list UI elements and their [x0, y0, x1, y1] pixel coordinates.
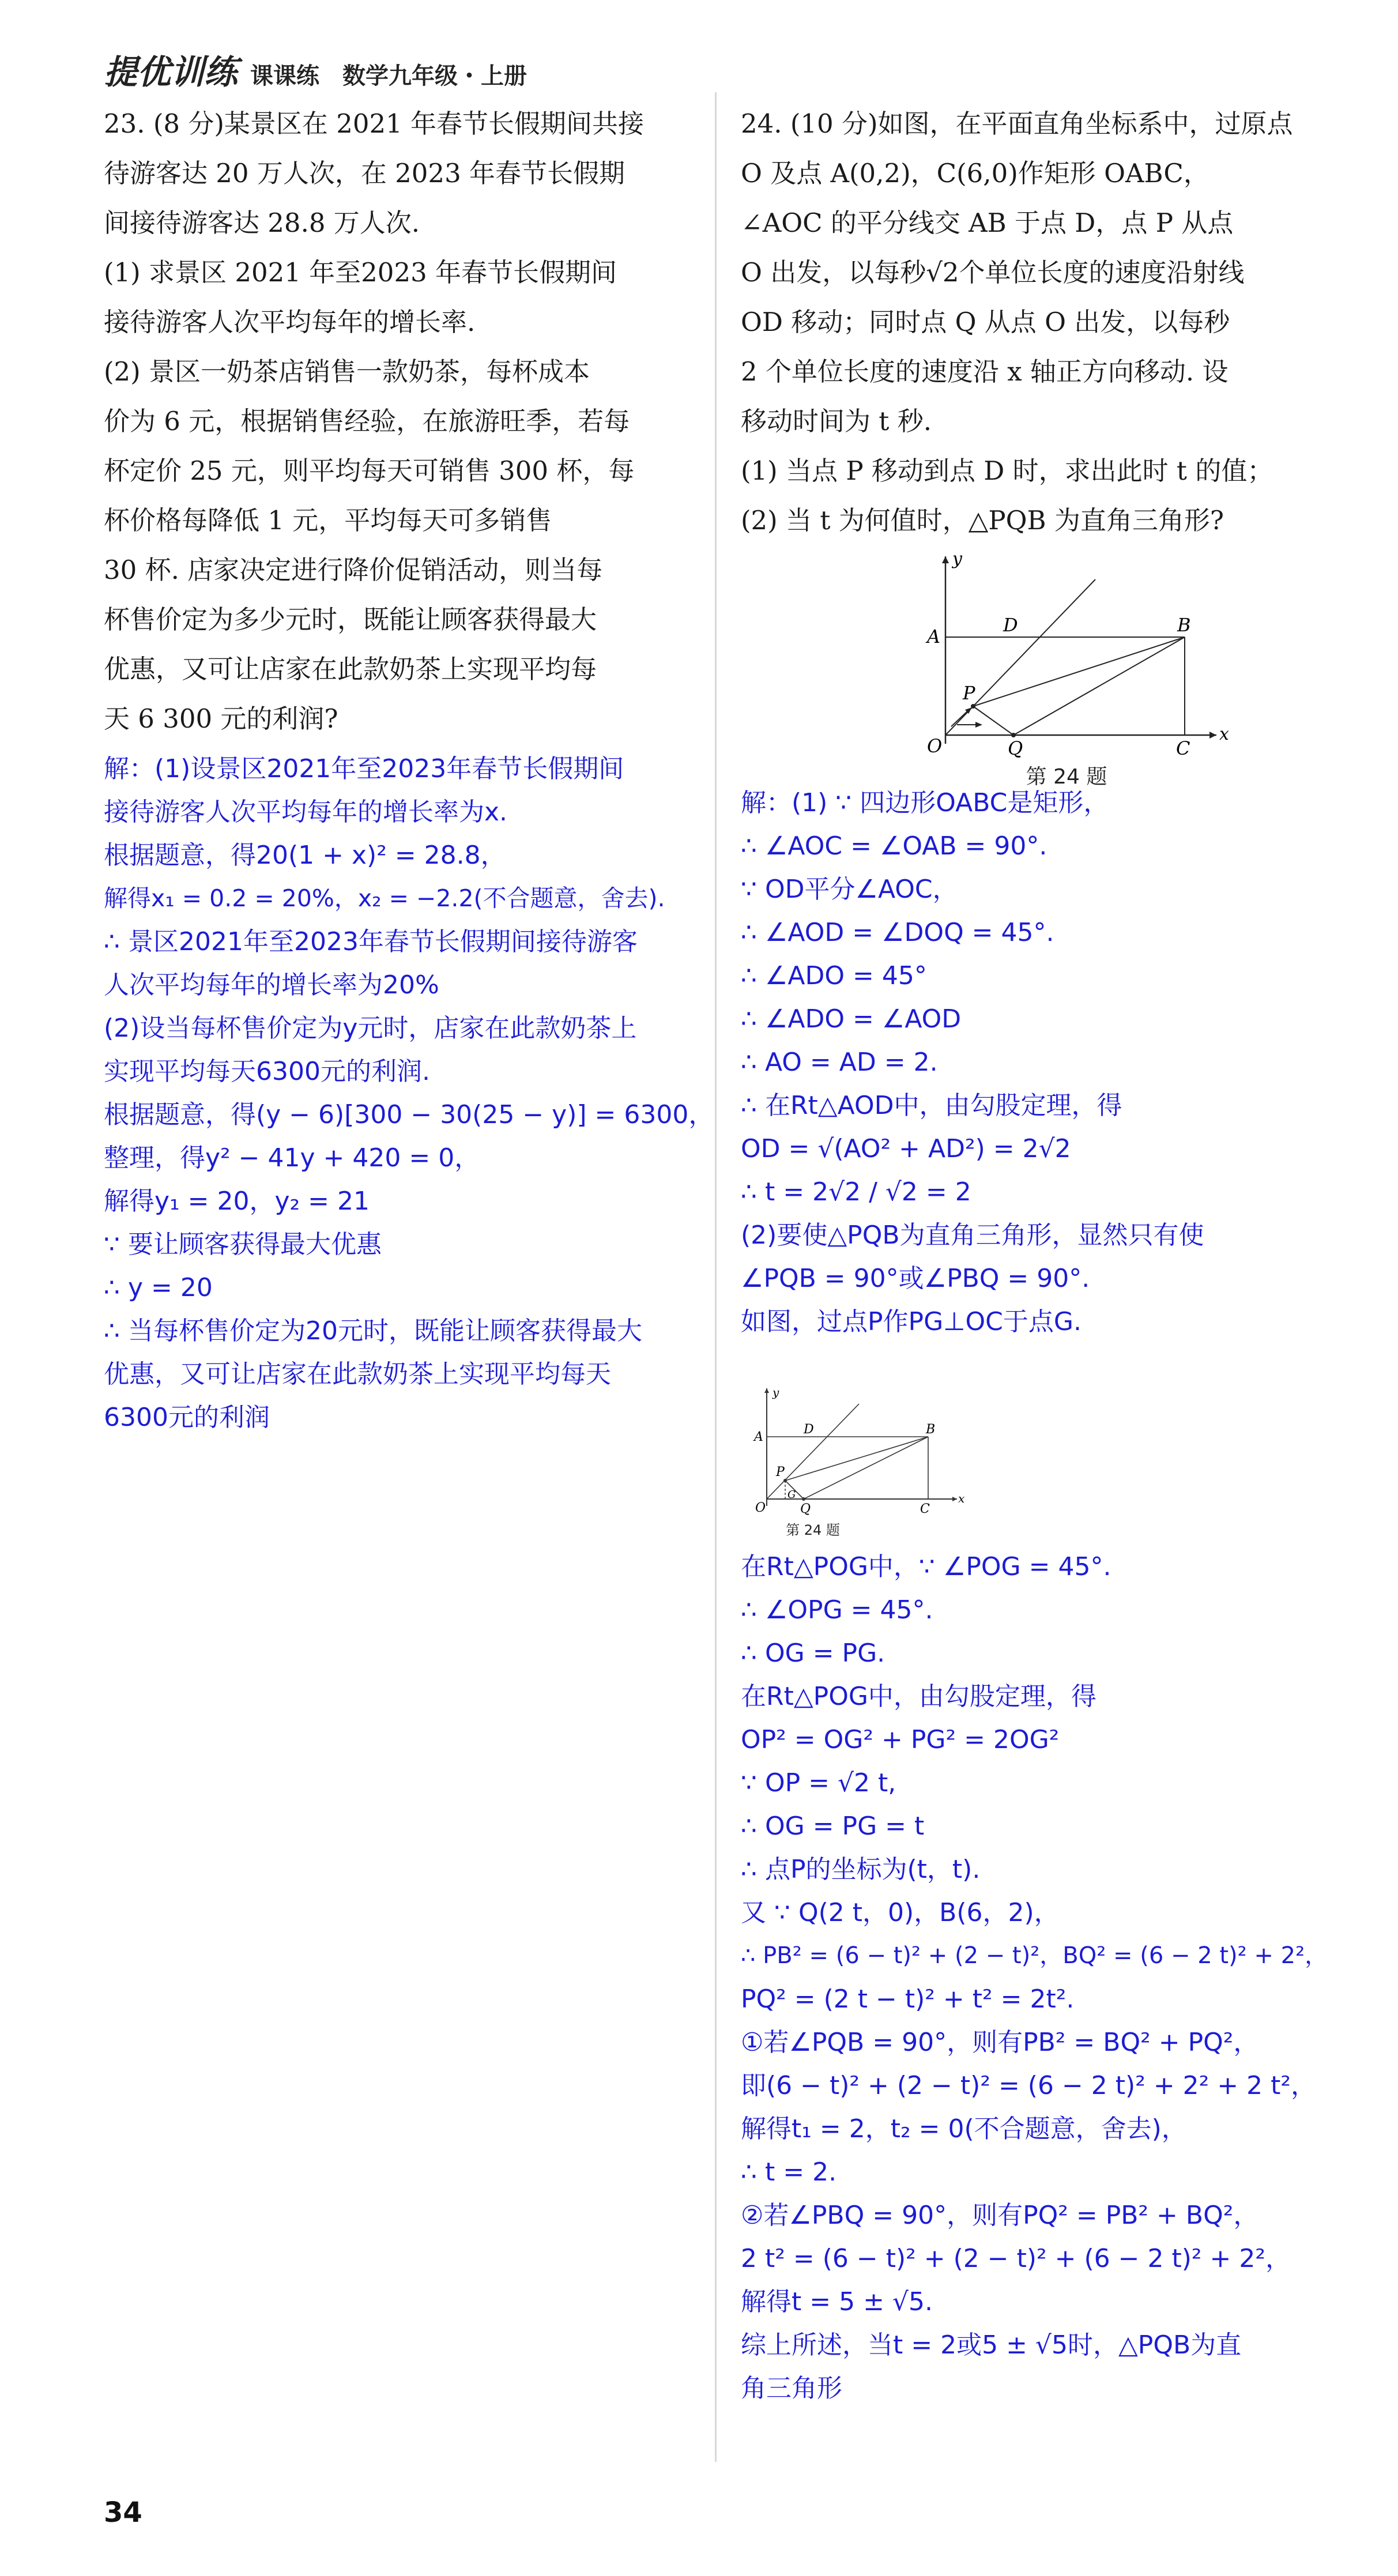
label-x: x [1219, 724, 1229, 744]
question-line: O 出发，以每秒√2个单位长度的速度沿射线 [741, 257, 1245, 288]
question-line: 天 6 300 元的利润? [104, 703, 338, 734]
answer-line: ∴ ∠AOC = ∠OAB = 90°. [741, 831, 1047, 861]
answer-line: 解：(1)设景区2021年至2023年春节长假期间 [104, 754, 624, 784]
column-divider [715, 92, 717, 2462]
question-24-text [741, 99, 1381, 545]
label-O: O [755, 1501, 766, 1515]
answer-24-part1 [741, 781, 1381, 1343]
label-G: G [787, 1489, 796, 1501]
answer-line: 如图，过点P作PG⊥OC于点G. [741, 1307, 1082, 1336]
figure-caption: 第 24 题 [1026, 765, 1107, 789]
label-B: B [926, 1422, 936, 1437]
answer-line: ∴ 点P的坐标为(t，t). [741, 1855, 981, 1884]
label-Q: Q [800, 1502, 811, 1516]
question-line: 杯价格每降低 1 元，平均每天可多销售 [104, 505, 552, 536]
question-line: 2 个单位长度的速度沿 x 轴正方向移动. 设 [741, 356, 1229, 387]
question-line: 接待游客人次平均每年的增长率. [104, 307, 476, 337]
question-line: 待游客达 20 万人次，在 2023 年春节长假期 [104, 158, 625, 189]
answer-line: 实现平均每天6300元的利润. [104, 1057, 430, 1086]
answer-line: 解得x₁ = 0.2 = 20%，x₂ = −2.2(不合题意，舍去). [104, 884, 665, 912]
label-y: y [773, 1385, 779, 1399]
answer-line: 又 ∵ Q(2 t，0)，B(6，2)， [741, 1898, 1060, 1927]
coordinate-figure [905, 551, 1228, 758]
brand-logo: 提优训练 [104, 52, 238, 92]
answer-24-part2 [741, 1545, 1386, 2410]
answer-line: OP² = OG² + PG² = 2OG² [741, 1725, 1060, 1754]
answer-line: ∴ t = 2. [741, 2157, 837, 2187]
answer-line: 解得y₁ = 20，y₂ = 21 [104, 1187, 370, 1216]
question-line: 24. (10 分)如图，在平面直角坐标系中，过原点 [741, 108, 1293, 139]
answer-line: ②若∠PBQ = 90°，则有PQ² = PB² + BQ²， [741, 2201, 1259, 2230]
label-D: D [804, 1422, 814, 1437]
question-line: OD 移动；同时点 Q 从点 O 出发，以每秒 [741, 307, 1230, 337]
answer-line: 整理，得y² − 41y + 420 = 0， [104, 1143, 480, 1173]
question-line: ∠AOC 的平分线交 AB 于点 D，点 P 从点 [741, 208, 1234, 238]
answer-line: (2)设当每杯售价定为y元时，店家在此款奶茶上 [104, 1014, 637, 1043]
question-line: 杯定价 25 元，则平均每天可销售 300 杯，每 [104, 455, 635, 486]
answer-line: ∴ ∠ADO = ∠AOD [741, 1004, 962, 1034]
page-number: 34 [104, 2496, 142, 2529]
answer-line: (2)要使△PQB为直角三角形，显然只有使 [741, 1221, 1204, 1250]
answer-line: 优惠，又可让店家在此款奶茶上实现平均每天 [104, 1359, 611, 1389]
question-line: (2) 当 t 为何值时，△PQB 为直角三角形? [741, 505, 1224, 536]
answer-line: 解：(1) ∵ 四边形OABC是矩形， [741, 788, 1109, 818]
question-line: 杯售价定为多少元时，既能让顾客获得最大 [104, 604, 597, 635]
coordinate-figure-small [744, 1384, 963, 1516]
answer-line: 即(6 − t)² + (2 − t)² = (6 − 2 t)² + 2² + 2 t²， [741, 2071, 1317, 2100]
answer-line: ∴ ∠AOD = ∠DOQ = 45°. [741, 918, 1054, 947]
answer-line: ∴ t = 2√2 / √2 = 2 [741, 1177, 971, 1207]
label-y: y [952, 549, 962, 569]
answer-line: 角三角形 [741, 2374, 842, 2403]
question-line: O 及点 A(0,2)，C(6,0)作矩形 OABC， [741, 158, 1209, 189]
answer-line: 在Rt△POG中，∵ ∠POG = 45°. [741, 1552, 1111, 1581]
answer-line: ∴ 景区2021年至2023年春节长假期间接待游客 [104, 927, 638, 956]
answer-line: ∵ OD平分∠AOC， [741, 875, 958, 904]
label-A: A [754, 1430, 763, 1444]
figure-caption-small: 第 24 题 [786, 1522, 840, 1538]
label-O: O [927, 735, 943, 757]
question-line: (1) 求景区 2021 年至2023 年春节长假期间 [104, 257, 617, 288]
answer-line: PQ² = (2 t − t)² + t² = 2t². [741, 1984, 1075, 2014]
answer-line: ∴ AO = AD = 2. [741, 1048, 938, 1077]
label-x: x [958, 1492, 965, 1505]
question-line: 23. (8 分)某景区在 2021 年春节长假期间共接 [104, 108, 645, 139]
answer-line: ∵ 要让顾客获得最大优惠 [104, 1230, 382, 1259]
figure-24 [905, 551, 1228, 787]
question-line: (1) 当点 P 移动到点 D 时，求出此时 t 的值； [741, 455, 1273, 486]
answer-line: ∠PQB = 90°或∠PBQ = 90°. [741, 1264, 1090, 1293]
answer-line: ①若∠PQB = 90°，则有PB² = BQ² + PQ²， [741, 2028, 1259, 2057]
question-line: 30 杯. 店家决定进行降价促销活动，则当每 [104, 555, 603, 585]
answer-line: 人次平均每年的增长率为20% [104, 970, 439, 1000]
answer-line: ∴ y = 20 [104, 1273, 213, 1302]
question-line: 移动时间为 t 秒. [741, 406, 932, 436]
answer-23 [104, 747, 714, 1439]
label-P: P [963, 682, 975, 704]
answer-line: 解得t = 5 ± √5. [741, 2287, 933, 2317]
answer-line: 根据题意，得(y − 6)[300 − 30(25 − y)] = 6300， [104, 1100, 714, 1129]
answer-line: ∵ OP = √2 t, [741, 1768, 896, 1798]
question-24 [741, 99, 1381, 545]
answer-line: ∴ OG = PG = t [741, 1812, 925, 1841]
question-line: 优惠，又可让店家在此款奶茶上实现平均每 [104, 654, 597, 684]
figure-24-small [744, 1384, 963, 1539]
question-line: 间接待游客达 28.8 万人次. [104, 208, 420, 238]
answer-line: 综上所述，当t = 2或5 ± √5时，△PQB为直 [741, 2330, 1242, 2360]
answer-line: ∴ 在Rt△AOD中，由勾股定理，得 [741, 1091, 1122, 1120]
question-23-text [104, 99, 709, 744]
label-A: A [927, 626, 941, 647]
answer-line: ∴ ∠ADO = 45° [741, 961, 927, 991]
header-subtitle: 课课练 数学九年级・上册 [250, 63, 527, 89]
answer-line: 6300元的利润 [104, 1403, 270, 1432]
answer-line: 在Rt△POG中，由勾股定理，得 [741, 1682, 1096, 1711]
label-B: B [1177, 614, 1191, 636]
answer-line: 解得t₁ = 2，t₂ = 0(不合题意，舍去)， [741, 2114, 1187, 2144]
question-line: (2) 景区一奶茶店销售一款奶茶，每杯成本 [104, 356, 590, 387]
answer-line: 根据题意，得20(1 + x)² = 28.8， [104, 841, 506, 870]
label-P: P [776, 1465, 785, 1479]
answer-line: OD = √(AO² + AD²) = 2√2 [741, 1134, 1071, 1163]
answer-line: 2 t² = (6 − t)² + (2 − t)² + (6 − 2 t)² + 2²， [741, 2244, 1291, 2273]
page-header [104, 45, 527, 92]
label-C: C [920, 1502, 930, 1516]
label-C: C [1176, 737, 1190, 759]
answer-line: ∴ OG = PG. [741, 1639, 885, 1668]
answer-line: 接待游客人次平均每年的增长率为x. [104, 797, 508, 827]
label-Q: Q [1008, 737, 1023, 759]
question-line: 价为 6 元，根据销售经验，在旅游旺季，若每 [104, 406, 630, 436]
answer-line: ∴ PB² = (6 − t)² + (2 − t)²，BQ² = (6 − 2 t)² + 2²， [741, 1942, 1328, 1969]
label-D: D [1003, 614, 1018, 636]
question-23 [104, 99, 714, 1439]
answer-line: ∴ ∠OPG = 45°. [741, 1595, 933, 1625]
answer-line: ∴ 当每杯售价定为20元时，既能让顾客获得最大 [104, 1316, 642, 1346]
